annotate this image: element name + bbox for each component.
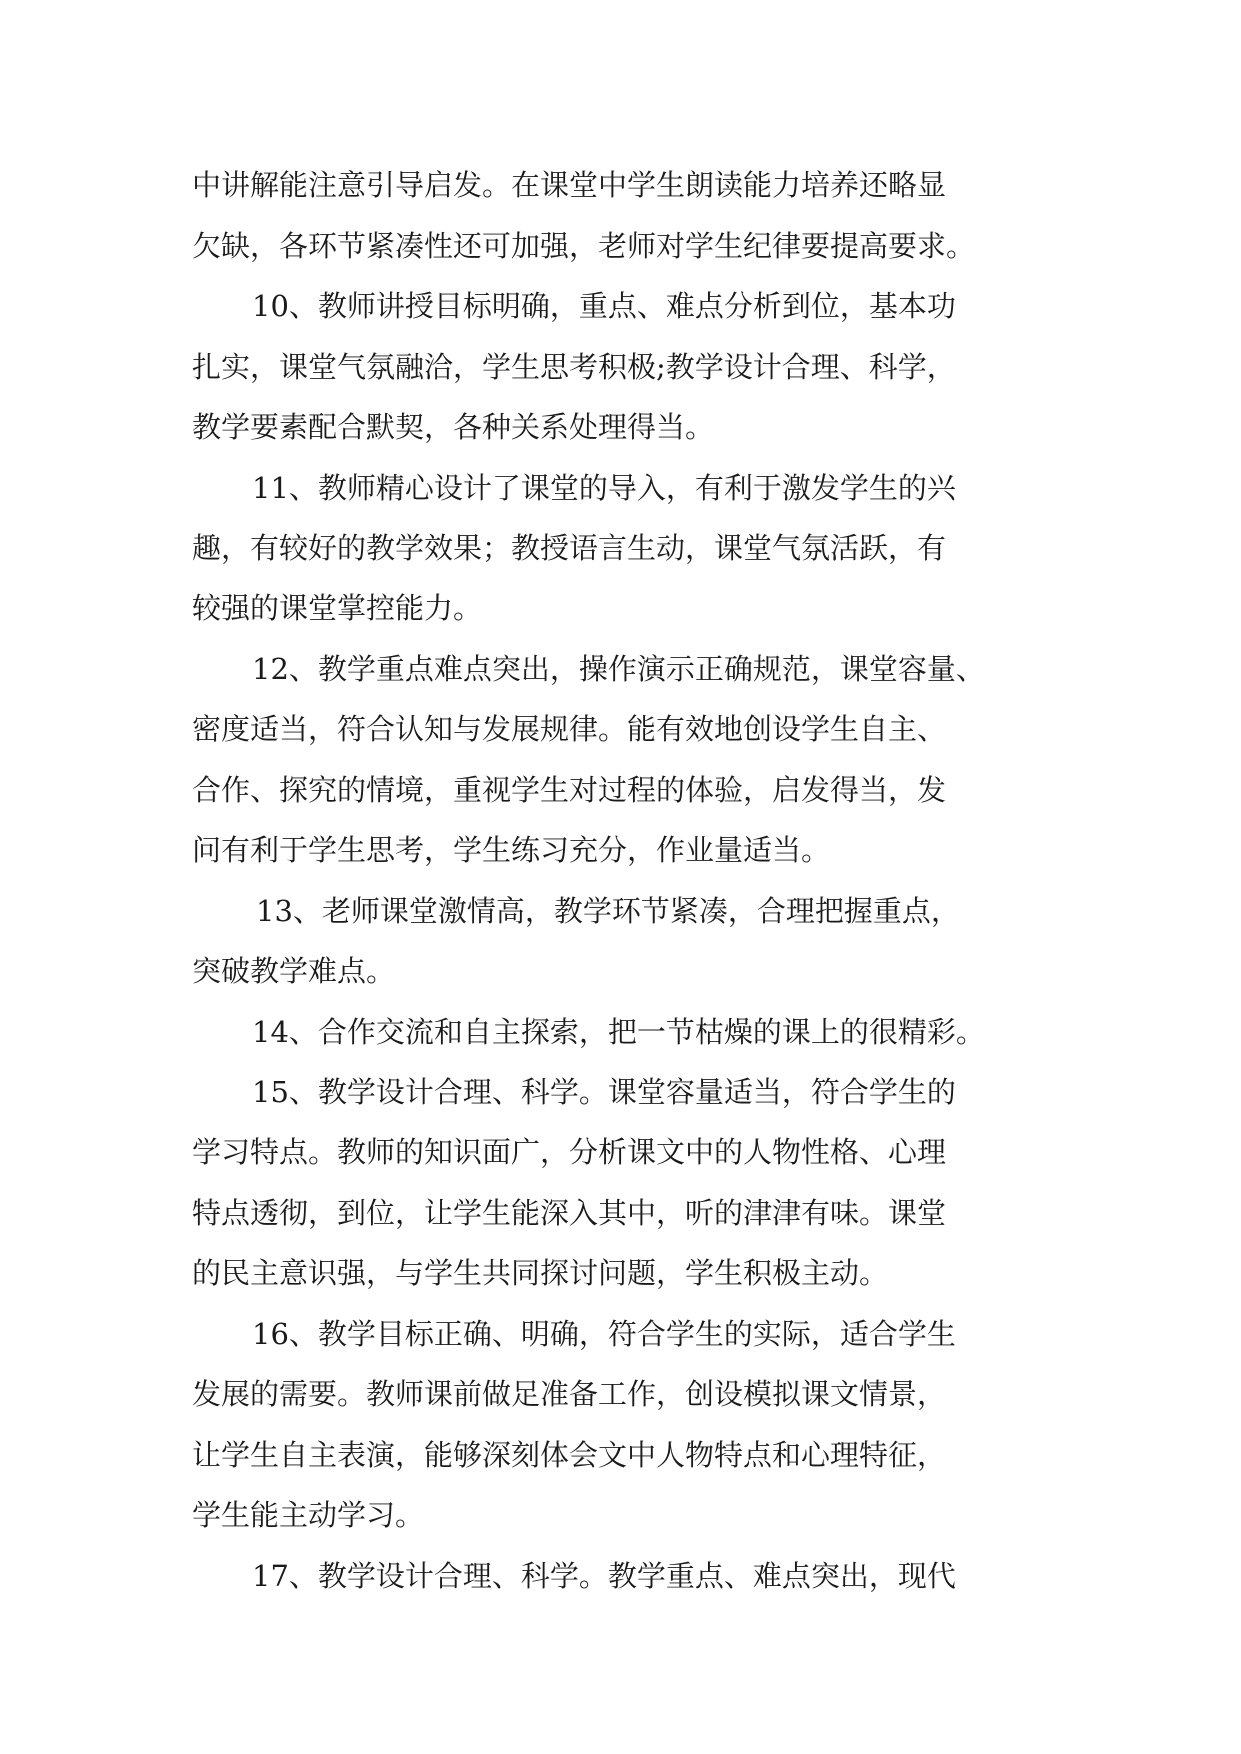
paragraph-12-start: 12、教学重点难点突出，操作演示正确规范，课堂容量、 xyxy=(252,652,985,686)
text-line: 发展的需要。教师课前做足准备工作，创设模拟课文情景， xyxy=(192,1377,947,1411)
paragraph-11-start: 11、教师精心设计了课堂的导入，有利于激发学生的兴 xyxy=(252,471,956,505)
text-line: 教学要素配合默契，各种关系处理得当。 xyxy=(192,410,715,444)
paragraph-10-start: 10、教师讲授目标明确，重点、难点分析到位，基本功 xyxy=(252,289,956,323)
text-line: 的民主意识强，与学生共同探讨问题，学生积极主动。 xyxy=(192,1256,889,1290)
text-line: 突破教学难点。 xyxy=(192,954,396,988)
text-line: 密度适当，符合认知与发展规律。能有效地创设学生自主、 xyxy=(192,712,947,746)
text-line: 学习特点。教师的知识面广，分析课文中的人物性格、心理 xyxy=(192,1135,947,1169)
text-line: 扎实，课堂气氛融洽，学生思考积极;教学设计合理、科学， xyxy=(192,350,956,384)
text-line: 特点透彻，到位，让学生能深入其中，听的津津有味。课堂 xyxy=(192,1196,947,1230)
text-line: 问有利于学生思考，学生练习充分，作业量适当。 xyxy=(192,833,831,867)
paragraph-17-start: 17、教学设计合理、科学。教学重点、难点突出，现代 xyxy=(252,1559,956,1593)
text-line: 合作、探究的情境，重视学生对过程的体验，启发得当，发 xyxy=(192,773,947,807)
text-line: 让学生自主表演，能够深刻体会文中人物特点和心理特征， xyxy=(192,1438,947,1472)
text-line: 中讲解能注意引导启发。在课堂中学生朗读能力培养还略显 xyxy=(192,168,947,202)
paragraph-15-start: 15、教学设计合理、科学。课堂容量适当，符合学生的 xyxy=(252,1075,956,1109)
text-line: 欠缺，各环节紧凑性还可加强，老师对学生纪律要提高要求。 xyxy=(192,229,976,263)
paragraph-16-start: 16、教学目标正确、明确，符合学生的实际，适合学生 xyxy=(252,1317,956,1351)
paragraph-13-start: 13、老师课堂激情高，教学环节紧凑，合理把握重点， xyxy=(256,894,960,928)
text-line: 较强的课堂掌控能力。 xyxy=(192,591,483,625)
paragraph-14: 14、合作交流和自主探索，把一节枯燥的课上的很精彩。 xyxy=(252,1015,985,1049)
text-line: 学生能主动学习。 xyxy=(192,1498,425,1532)
text-line: 趣，有较好的教学效果；教授语言生动，课堂气氛活跃，有 xyxy=(192,531,947,565)
